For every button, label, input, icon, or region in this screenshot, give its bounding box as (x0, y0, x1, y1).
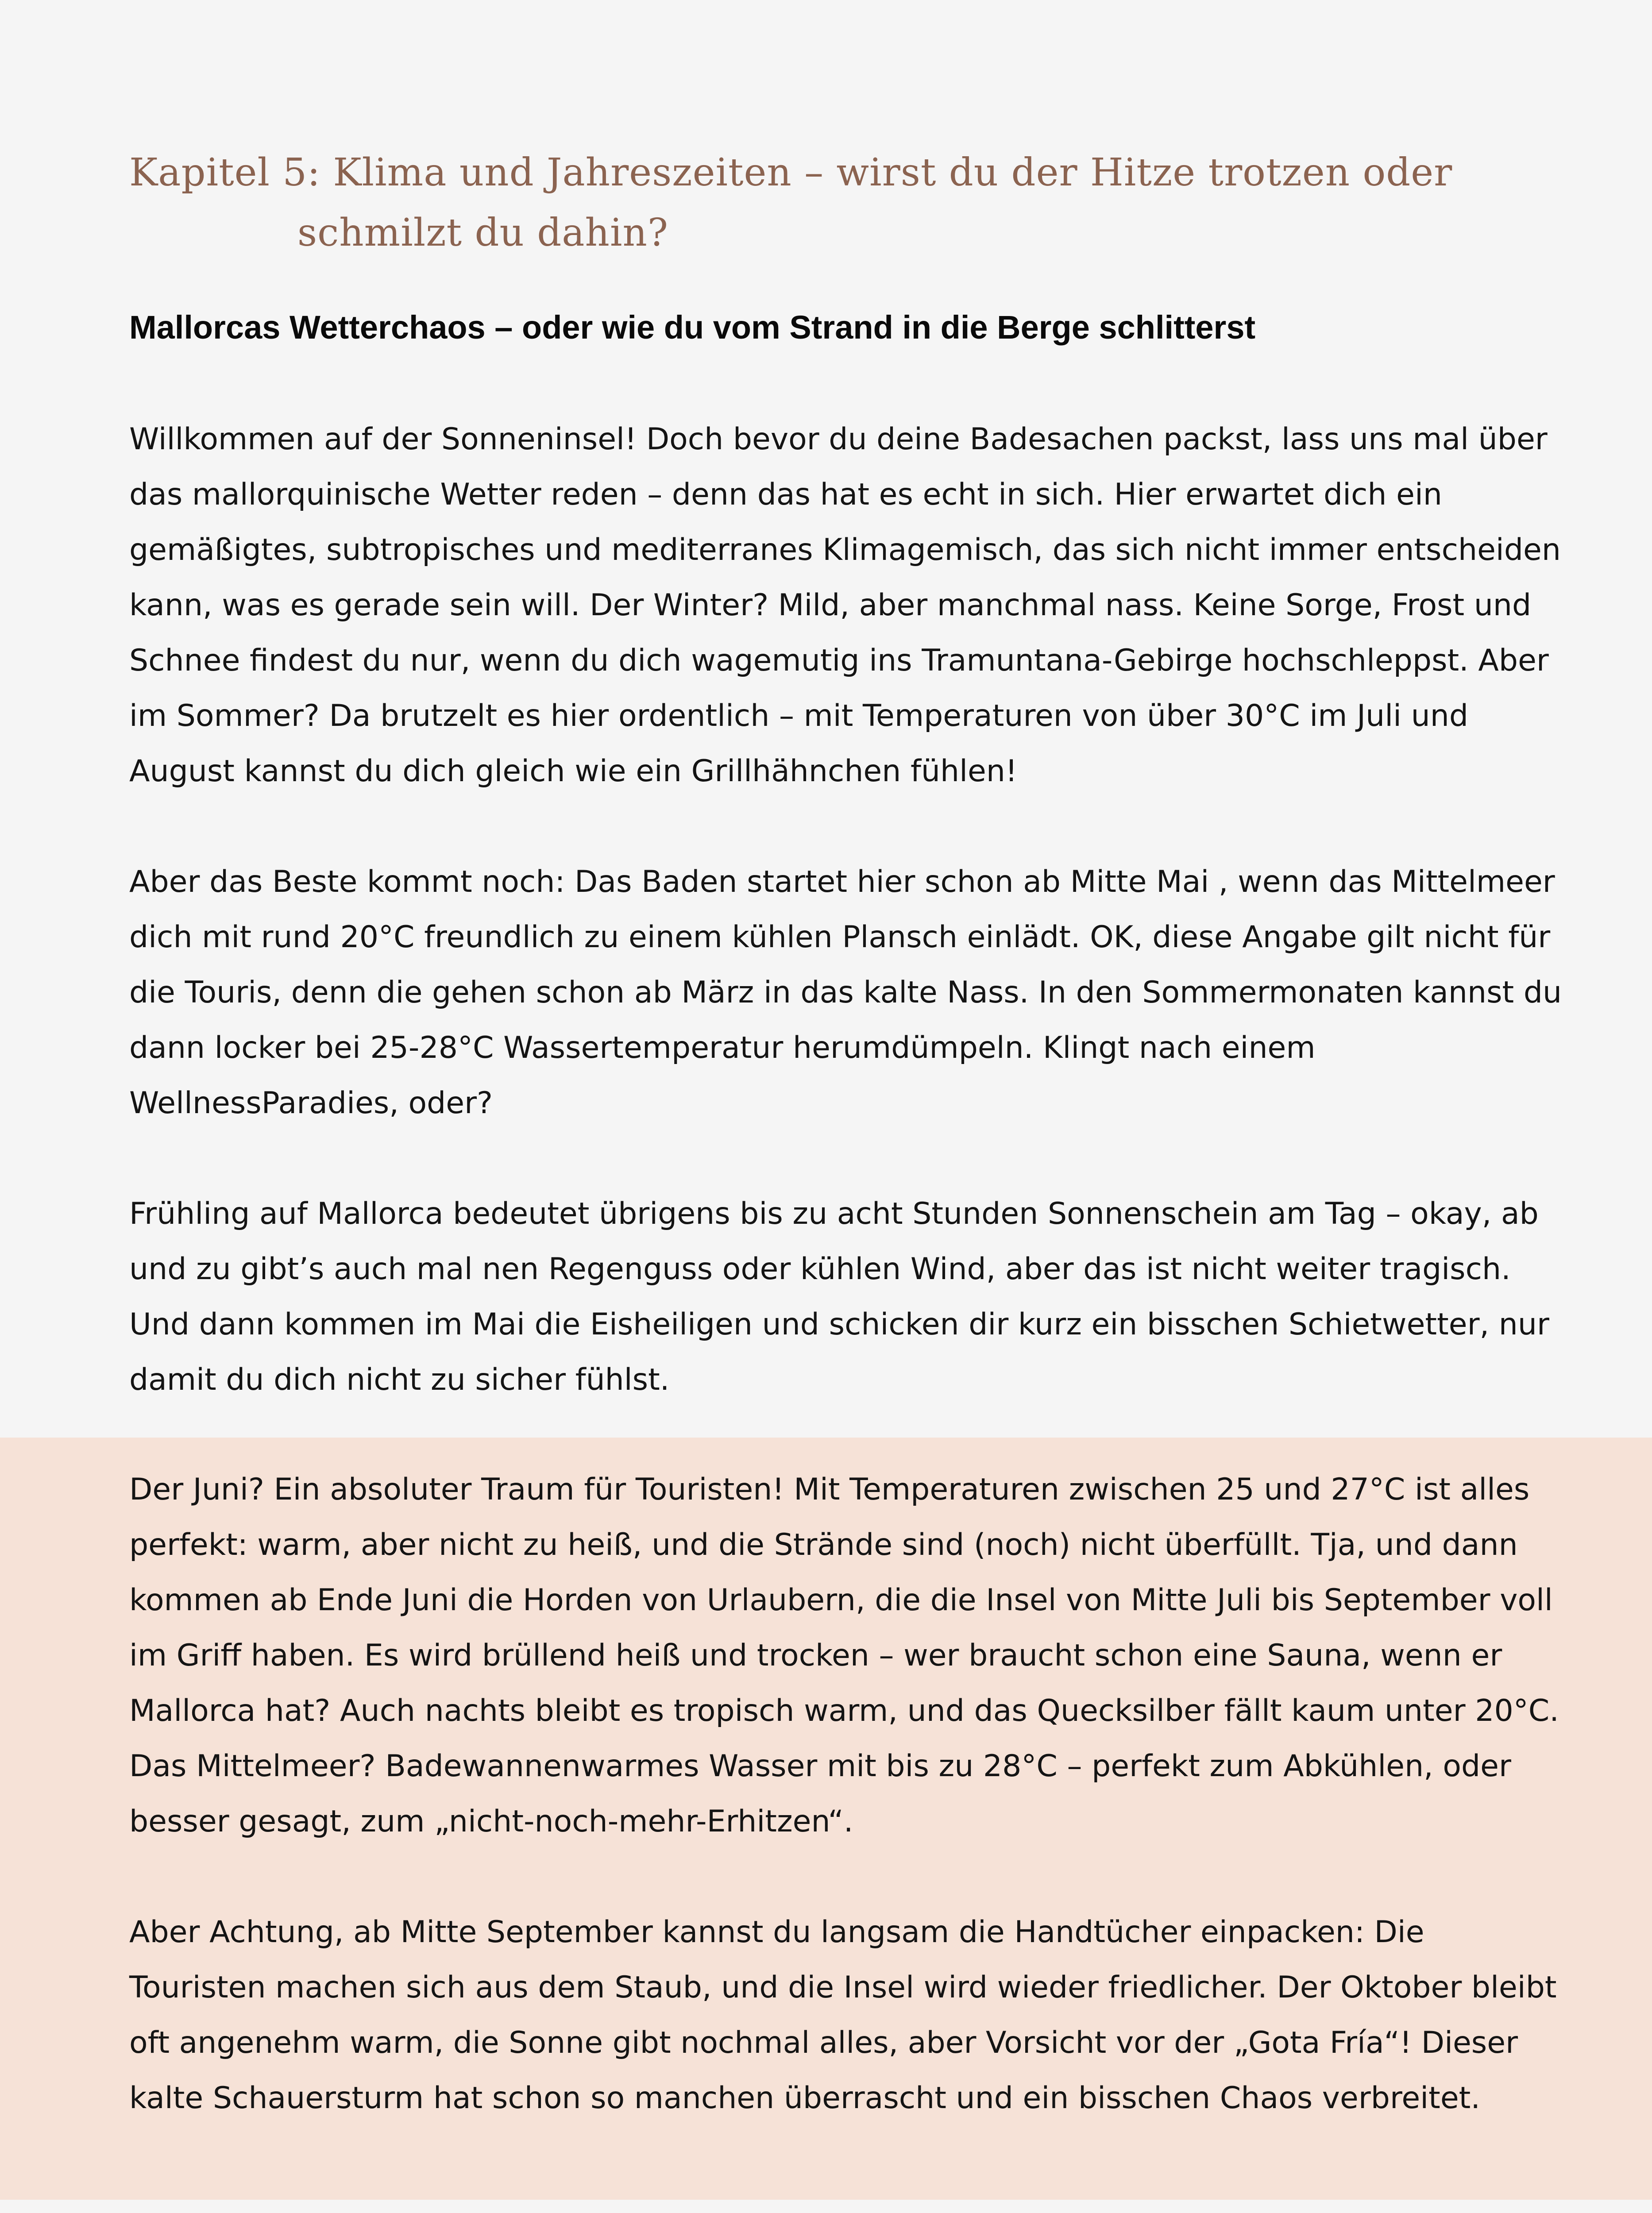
paragraph-spring: Frühling auf Mallorca bedeutet übrigens bis zu acht Stunden Sonnenschein am Tag – okay, ab und zu gibt’s auch mal nen Regenguss oder kühlen Wind, aber das ist nicht weiter tragisch. Und dann kommen im Mai die Eisheiligen und schicken dir kurz ein bisschen Schietwetter, nur damit du dich nicht zu sicher fühlst. (129, 1196, 1549, 1397)
chapter-title: Kapitel 5: Klima und Jahreszeiten – wirst du der Hitze trotzen oder schmilzt du dahin? (129, 150, 1453, 255)
paragraph-autumn: Aber Achtung, ab Mitte September kannst du langsam die Handtücher einpacken: Die Touristen machen sich aus dem Staub, und die Insel wird wieder friedlicher. Der Oktober bleibt oft angenehm warm, die Sonne gibt nochmal alles, aber Vorsicht vor der „Gota Fría“! Dieser kalte Schauersturm hat schon so manchen überrascht und ein bisschen Chaos verbreitet. (129, 1915, 1557, 2116)
section-title: Mallorcas Wetterchaos – oder wie du vom Strand in die Berge schlitterst (129, 309, 1256, 346)
paragraph-intro: Willkommen auf der Sonneninsel! Doch bevor du deine Badesachen packst, lass uns mal über das mallorquinische Wetter reden – denn das hat es echt in sich. Hier erwartet dich ein gemäßigtes, subtropisches und mediterranes Klimagemisch, das sich nicht immer entscheiden kann, was es gerade sein will. Der Winter? Mild, aber manchmal nass. Keine Sorge, Frost und Schnee findest du nur, wenn du dich wagemutig ins Tramuntana-Gebirge hochschleppst. Aber im Sommer? Da brutzelt es hier ordentlich – mit Temperaturen von über 30°C im Juli und August kannst du dich gleich wie ein Grillhähnchen fühlen! (129, 422, 1561, 789)
paragraph-swimming: Aber das Beste kommt noch: Das Baden startet hier schon ab Mitte Mai , wenn das Mittelmeer dich mit rund 20°C freundlich zu einem kühlen Plansch einlädt. OK, diese Angabe gilt nicht für die Touris, denn die gehen schon ab März in das kalte Nass. In den Sommermonaten kannst du dann locker bei 25-28°C Wassertemperatur herumdümpeln. Klingt nach einem WellnessParadies, oder? (129, 864, 1562, 1121)
paragraph-summer: Der Juni? Ein absoluter Traum für Touristen! Mit Temperaturen zwischen 25 und 27°C ist alles perfekt: warm, aber nicht zu heiß, und die Strände sind (noch) nicht überfüllt. Tja, und dann kommen ab Ende Juni die Horden von Urlaubern, die die Insel von Mitte Juli bis September voll im Griff haben. Es wird brüllend heiß und trocken – wer braucht schon eine Sauna, wenn er Mallorca hat? Auch nachts bleibt es tropisch warm, und das Quecksilber fällt kaum unter 20°C. Das Mittelmeer? Badewannenwarmes Wasser mit bis zu 28°C – perfekt zum Abkühlen, oder besser gesagt, zum „nicht-noch-mehr-Erhitzen“. (129, 1472, 1559, 1839)
